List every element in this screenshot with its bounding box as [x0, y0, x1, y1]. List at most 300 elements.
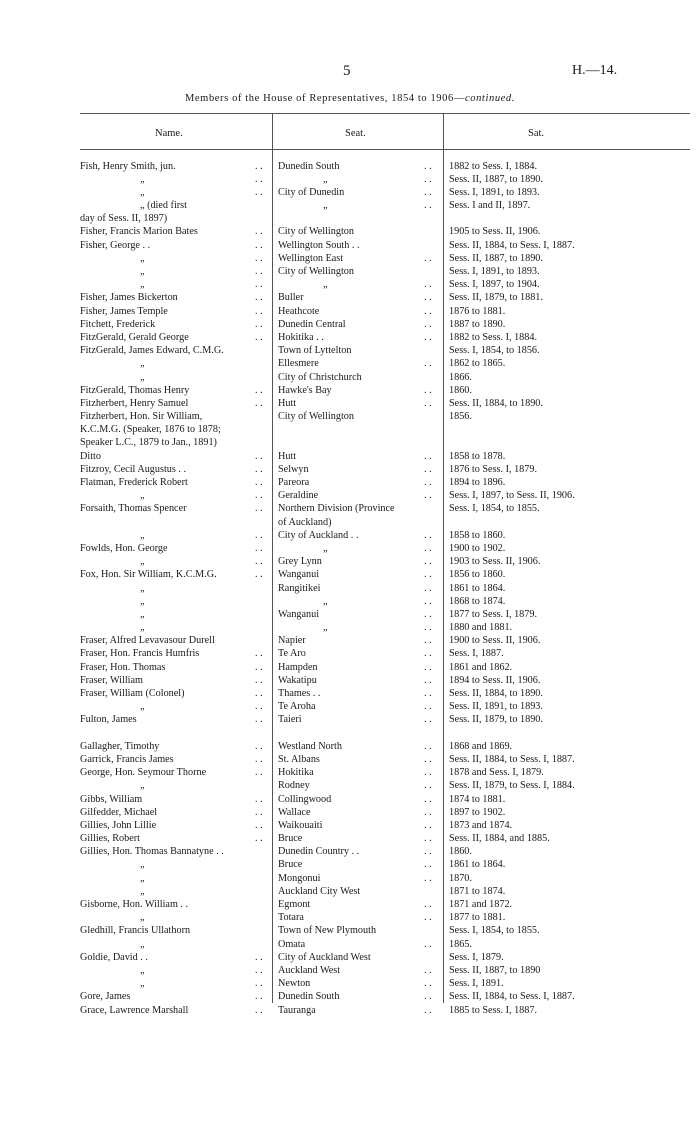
leader-dots: . .	[424, 490, 432, 502]
leader-dots: . .	[255, 292, 263, 304]
table-row	[0, 450, 700, 463]
leader-dots: . .	[424, 529, 432, 541]
member-name: Fisher, George . .	[80, 239, 151, 251]
seat-name: Tauranga	[278, 1004, 316, 1016]
seat-name: Wellington South . .	[278, 239, 360, 251]
years-sat: 1877 to 1881.	[449, 912, 506, 924]
table-row	[0, 173, 700, 186]
member-name: „	[140, 938, 145, 950]
member-name: „	[140, 608, 145, 620]
years-sat: 1861 to 1864.	[449, 582, 506, 594]
leader-dots: . .	[424, 450, 432, 462]
member-name: Speaker L.C., 1879 to Jan., 1891)	[80, 437, 217, 449]
leader-dots: . .	[424, 305, 432, 317]
seat-name: Westland North	[278, 740, 342, 752]
seat-name: Dunedin Country . .	[278, 846, 360, 858]
leader-dots: . .	[255, 252, 263, 264]
seat-name: Collingwood	[278, 793, 332, 805]
table-row	[0, 265, 700, 278]
seat-name: Bruce	[278, 833, 303, 845]
years-sat: 1894 to 1896.	[449, 477, 506, 488]
leader-dots: . .	[424, 1004, 432, 1016]
seat-name: Te Aroha	[278, 701, 316, 713]
years-sat: 1856.	[449, 411, 472, 423]
table-row	[0, 318, 700, 331]
leader-dots: . .	[255, 648, 263, 660]
leader-dots: . .	[255, 740, 263, 752]
table-row	[0, 225, 700, 238]
leader-dots: . .	[424, 331, 432, 343]
leader-dots: . .	[255, 1004, 263, 1016]
years-sat: 1858 to 1860.	[449, 529, 506, 541]
table-row	[0, 568, 700, 581]
table-row	[0, 595, 700, 608]
seat-name: „	[323, 279, 328, 291]
years-sat: Sess. I, 1891.	[449, 978, 504, 990]
table-row	[0, 186, 700, 199]
years-sat: 1860.	[449, 384, 472, 396]
member-name: „	[140, 622, 145, 634]
member-name: Fitchett, Frederick	[80, 318, 156, 330]
years-sat: 1862 to 1865.	[449, 358, 506, 370]
member-name: FitzGerald, James Edward, C.M.G.	[80, 345, 224, 357]
table-row	[0, 1004, 700, 1017]
years-sat: 1882 to Sess. I, 1884.	[449, 331, 538, 343]
years-sat: 1880 and 1881.	[449, 622, 513, 634]
leader-dots: . .	[424, 384, 432, 396]
seat-name: Hampden	[278, 661, 318, 673]
years-sat: 1894 to Sess. II, 1906.	[449, 674, 541, 686]
years-sat: 1900 to 1902.	[449, 542, 506, 554]
member-name: Garrick, Francis James	[80, 753, 174, 765]
table-row	[0, 436, 700, 449]
table-row	[0, 305, 700, 318]
years-sat: Sess. II, 1884, to Sess. I, 1887.	[449, 239, 575, 251]
leader-dots: . .	[255, 767, 263, 779]
seat-name: Omata	[278, 938, 306, 950]
years-sat: 1860.	[449, 846, 472, 858]
member-name: „	[140, 964, 145, 976]
table-row	[0, 410, 700, 423]
seat-name: „	[323, 200, 328, 212]
table-row	[0, 647, 700, 660]
years-sat: Sess. II, 1884, to 1890.	[449, 397, 543, 409]
seat-name: Dunedin Central	[278, 318, 346, 330]
leader-dots: . .	[424, 635, 432, 647]
member-name: Gledhill, Francis Ullathorn	[80, 925, 191, 937]
seat-name: Hokitika	[278, 767, 314, 779]
leader-dots: . .	[424, 279, 432, 291]
leader-dots: . .	[424, 714, 432, 726]
table-row	[0, 278, 700, 291]
table-row	[0, 252, 700, 265]
table-row	[0, 766, 700, 779]
years-sat: Sess. I, 1854, to 1855.	[449, 503, 540, 515]
table-row	[0, 239, 700, 252]
seat-name: Hokitika . .	[278, 331, 324, 343]
years-sat: 1874 to 1881.	[449, 793, 506, 805]
member-name: Fraser, William (Colonel)	[80, 688, 185, 699]
member-name: Gibbs, William	[80, 793, 143, 805]
seat-name: Rodney	[278, 780, 310, 792]
years-sat: 1861 and 1862.	[449, 661, 513, 673]
seat-name: St. Albans	[278, 753, 320, 765]
member-name: Goldie, David . .	[80, 951, 148, 963]
column-header-name: Name.	[155, 128, 183, 139]
seat-name: Wakatipu	[278, 674, 317, 686]
leader-dots: . .	[255, 331, 263, 343]
member-name: Fisher, James Bickerton	[80, 292, 178, 304]
member-name: Fisher, James Temple	[80, 305, 168, 317]
table-row	[0, 858, 700, 871]
member-name: „	[140, 912, 145, 924]
page-number: 5	[343, 63, 351, 79]
leader-dots: . .	[424, 912, 432, 924]
years-sat: 1871 and 1872.	[449, 899, 513, 910]
section-gap	[0, 727, 700, 740]
leader-dots: . .	[424, 767, 432, 779]
table-row	[0, 793, 700, 806]
leader-dots: . .	[424, 477, 432, 488]
leader-dots: . .	[424, 463, 432, 475]
member-name: „	[140, 872, 145, 884]
seat-name: City of Dunedin	[278, 186, 345, 198]
years-sat: 1876 to 1881.	[449, 305, 506, 317]
member-name: Fraser, Alfred Levavasour Durell	[80, 635, 215, 647]
table-row	[0, 885, 700, 898]
member-name: „	[140, 358, 145, 370]
member-name: Fraser, William	[80, 674, 143, 686]
years-sat: Sess. I, 1854, to 1855.	[449, 925, 540, 937]
member-name: „ (died first	[140, 200, 187, 212]
seat-name: Buller	[278, 292, 304, 304]
leader-dots: . .	[255, 964, 263, 976]
seat-name: Wanganui	[278, 608, 320, 620]
years-sat: Sess. I and II, 1897.	[449, 200, 531, 212]
leader-dots: . .	[255, 490, 263, 502]
member-name: George, Hon. Seymour Thorne	[80, 767, 207, 779]
leader-dots: . .	[255, 477, 263, 488]
member-name: FitzGerald, Thomas Henry	[80, 384, 190, 396]
seat-name: Dunedin South	[278, 991, 340, 1003]
table-row	[0, 898, 700, 911]
leader-dots: . .	[255, 239, 263, 251]
table-row	[0, 977, 700, 990]
seat-name: City of Wellington	[278, 411, 354, 423]
years-sat: 1887 to 1890.	[449, 318, 506, 330]
table-row	[0, 674, 700, 687]
member-name: „	[140, 780, 145, 792]
leader-dots: . .	[424, 991, 432, 1003]
table-row	[0, 476, 700, 489]
seat-name: City of Wellington	[278, 226, 354, 238]
years-sat: Sess. II, 1884, and 1885.	[449, 833, 550, 845]
years-sat: Sess. II, 1887, to 1890.	[449, 252, 543, 264]
years-sat: Sess. II, 1879, to 1890.	[449, 714, 543, 726]
seat-name: Auckland City West	[278, 885, 361, 897]
leader-dots: . .	[424, 622, 432, 634]
table-row	[0, 555, 700, 568]
years-sat: Sess. I, 1891, to 1893.	[449, 186, 540, 198]
table-row	[0, 344, 700, 357]
member-name: „	[140, 595, 145, 607]
seat-name: „	[323, 595, 328, 607]
leader-dots: . .	[424, 661, 432, 673]
leader-dots: . .	[255, 542, 263, 554]
table-row	[0, 740, 700, 753]
member-name: Gilfedder, Michael	[80, 806, 158, 818]
leader-dots: . .	[424, 160, 432, 172]
years-sat: Sess. II, 1884, to 1890.	[449, 688, 543, 699]
seat-name: Hutt	[278, 397, 297, 409]
member-name: Fulton, James	[80, 714, 137, 726]
leader-dots: . .	[424, 542, 432, 554]
seat-name: Wallace	[278, 806, 311, 818]
member-name: Fraser, Hon. Thomas	[80, 661, 166, 673]
leader-dots: . .	[424, 292, 432, 304]
member-name: „	[140, 173, 145, 185]
years-sat: 1870.	[449, 872, 472, 884]
member-name: „	[140, 701, 145, 713]
member-name: Flatman, Frederick Robert	[80, 477, 188, 488]
years-sat: Sess. II, 1884, to Sess. I, 1887.	[449, 753, 575, 765]
leader-dots: . .	[424, 318, 432, 330]
years-sat: 1900 to Sess. II, 1906.	[449, 635, 541, 647]
table-row	[0, 806, 700, 819]
table-row	[0, 687, 700, 700]
years-sat: Sess. I, 1891, to 1893.	[449, 266, 540, 277]
leader-dots: . .	[424, 938, 432, 950]
table-row	[0, 713, 700, 726]
seat-name: Newton	[278, 978, 311, 990]
document-reference: H.—14.	[572, 63, 618, 78]
years-sat: Sess. II, 1891, to 1893.	[449, 701, 543, 713]
years-sat: Sess. II, 1884, to Sess. I, 1887.	[449, 991, 575, 1003]
leader-dots: . .	[424, 186, 432, 198]
leader-dots: . .	[424, 556, 432, 568]
table-row	[0, 608, 700, 621]
table-row	[0, 502, 700, 515]
leader-dots: . .	[255, 397, 263, 409]
seat-name: City of Auckland . .	[278, 529, 359, 541]
member-name: „	[140, 978, 145, 990]
member-name: Gillies, Robert	[80, 833, 140, 845]
leader-dots: . .	[255, 450, 263, 462]
member-name: „	[140, 582, 145, 594]
seat-name: Hutt	[278, 450, 297, 462]
title-main: Members of the House of Representatives, 1854 to 1906—	[184, 93, 465, 104]
member-name: Gillies, John Lillie	[80, 819, 157, 831]
leader-dots: . .	[424, 608, 432, 620]
table-row	[0, 872, 700, 885]
seat-name: Mongonui	[278, 872, 321, 884]
leader-dots: . .	[255, 556, 263, 568]
leader-dots: . .	[424, 688, 432, 699]
years-sat: Sess. I, 1854, to 1856.	[449, 345, 540, 357]
leader-dots: . .	[255, 714, 263, 726]
member-name: Gisborne, Hon. William . .	[80, 899, 189, 910]
years-sat: Sess. II, 1887, to 1890	[449, 964, 541, 976]
table-row	[0, 845, 700, 858]
leader-dots: . .	[255, 661, 263, 673]
member-name: Gillies, Hon. Thomas Bannatyne . .	[80, 846, 224, 858]
table-row	[0, 529, 700, 542]
seat-name: Town of New Plymouth	[278, 925, 377, 937]
table-row	[0, 990, 700, 1003]
seat-name: Napier	[278, 635, 306, 647]
title-continued: continued.	[464, 93, 515, 104]
seat-name: Northern Division (Province	[278, 503, 395, 515]
member-name: Gore, James	[80, 991, 131, 1003]
leader-dots: . .	[424, 595, 432, 607]
leader-dots: . .	[255, 173, 263, 185]
seat-name: Egmont	[278, 899, 311, 910]
table-row	[0, 384, 700, 397]
seat-name: Dunedin South	[278, 160, 340, 172]
leader-dots: . .	[424, 753, 432, 765]
leader-dots: . .	[424, 569, 432, 581]
years-sat: 1885 to Sess. I, 1887.	[449, 1004, 538, 1016]
leader-dots: . .	[255, 279, 263, 291]
years-sat: 1856 to 1860.	[449, 569, 506, 581]
seat-name: City of Auckland West	[278, 951, 371, 963]
table-row	[0, 634, 700, 647]
member-name: „	[140, 490, 145, 502]
leader-dots: . .	[424, 358, 432, 370]
member-name: Fowlds, Hon. George	[80, 542, 168, 554]
leader-dots: . .	[424, 846, 432, 858]
seat-name: Selwyn	[278, 463, 309, 475]
leader-dots: . .	[424, 648, 432, 660]
member-name: day of Sess. II, 1897)	[80, 213, 168, 225]
leader-dots: . .	[424, 674, 432, 686]
seat-name: Geraldine	[278, 490, 319, 502]
leader-dots: . .	[255, 226, 263, 238]
leader-dots: . .	[255, 793, 263, 805]
leader-dots: . .	[424, 793, 432, 805]
member-name: „	[140, 266, 145, 277]
leader-dots: . .	[424, 872, 432, 884]
years-sat: Sess. II, 1879, to 1881.	[449, 292, 543, 304]
years-sat: 1873 and 1874.	[449, 819, 513, 831]
member-name: „	[140, 186, 145, 198]
years-sat: 1903 to Sess. II, 1906.	[449, 556, 541, 568]
member-name: Fox, Hon. Sir William, K.C.M.G.	[80, 569, 217, 581]
table-row	[0, 542, 700, 555]
leader-dots: . .	[255, 688, 263, 699]
table-row	[0, 964, 700, 977]
table-row	[0, 199, 700, 212]
years-sat: 1882 to Sess. I, 1884.	[449, 160, 538, 172]
member-name: „	[140, 371, 145, 383]
member-name: Fitzherbert, Hon. Sir William,	[80, 411, 203, 423]
member-name: „	[140, 252, 145, 264]
years-sat: 1905 to Sess. II, 1906.	[449, 226, 541, 238]
leader-dots: . .	[424, 701, 432, 713]
years-sat: 1876 to Sess. I, 1879.	[449, 463, 538, 475]
leader-dots: . .	[255, 529, 263, 541]
years-sat: 1878 and Sess. I, 1879.	[449, 767, 544, 779]
member-name: K.C.M.G. (Speaker, 1876 to 1878;	[80, 424, 221, 436]
seat-name: Taieri	[278, 714, 302, 726]
years-sat: 1865.	[449, 938, 472, 950]
leader-dots: . .	[424, 806, 432, 818]
seat-name: Bruce	[278, 859, 303, 871]
seat-name: Ellesmere	[278, 358, 319, 370]
leader-dots: . .	[424, 859, 432, 871]
leader-dots: . .	[424, 397, 432, 409]
seat-name: „	[323, 542, 328, 554]
table-row	[0, 357, 700, 370]
member-name: Forsaith, Thomas Spencer	[80, 503, 187, 515]
leader-dots: . .	[424, 780, 432, 792]
page-title	[0, 93, 700, 104]
table-row	[0, 753, 700, 766]
seat-name: Hawke's Bay	[278, 384, 332, 396]
table-row	[0, 489, 700, 502]
table-row	[0, 779, 700, 792]
seat-name: City of Wellington	[278, 266, 354, 277]
years-sat: 1871 to 1874.	[449, 885, 506, 897]
member-name: „	[140, 529, 145, 541]
leader-dots: . .	[424, 582, 432, 594]
table-row	[0, 516, 700, 529]
leader-dots: . .	[255, 266, 263, 277]
seat-name: Heathcote	[278, 305, 320, 317]
leader-dots: . .	[255, 569, 263, 581]
seat-name: „	[323, 173, 328, 185]
member-name: Fitzroy, Cecil Augustus . .	[80, 463, 187, 475]
seat-name: Thames . .	[278, 688, 321, 699]
member-name: „	[140, 885, 145, 897]
years-sat: Sess. I, 1879.	[449, 951, 504, 963]
leader-dots: . .	[255, 819, 263, 831]
header-bottom-rule	[80, 149, 690, 150]
member-name: Fraser, Hon. Francis Humfris	[80, 648, 200, 660]
seat-name: City of Christchurch	[278, 371, 362, 383]
leader-dots: . .	[424, 740, 432, 752]
leader-dots: . .	[255, 463, 263, 475]
table-row	[0, 924, 700, 937]
table-row	[0, 371, 700, 384]
member-name: Ditto	[80, 450, 101, 462]
table-row	[0, 160, 700, 173]
years-sat: Sess. I, 1887.	[449, 648, 504, 660]
member-name: Fitzherbert, Henry Samuel	[80, 397, 189, 409]
seat-name: Waikouaiti	[278, 819, 323, 831]
leader-dots: . .	[255, 186, 263, 198]
leader-dots: . .	[255, 305, 263, 317]
member-name: Fish, Henry Smith, jun.	[80, 160, 176, 172]
seat-name: Town of Lyttelton	[278, 345, 352, 357]
leader-dots: . .	[424, 819, 432, 831]
seat-name: Rangitikei	[278, 582, 321, 594]
members-table	[0, 160, 700, 1017]
leader-dots: . .	[255, 978, 263, 990]
table-row	[0, 212, 700, 225]
leader-dots: . .	[255, 753, 263, 765]
years-sat: 1858 to 1878.	[449, 450, 506, 462]
table-row	[0, 582, 700, 595]
leader-dots: . .	[255, 674, 263, 686]
table-row	[0, 331, 700, 344]
leader-dots: . .	[424, 899, 432, 910]
table-row	[0, 951, 700, 964]
leader-dots: . .	[255, 318, 263, 330]
years-sat: Sess. I, 1897, to 1904.	[449, 279, 540, 291]
column-header-seat: Seat.	[345, 128, 366, 139]
leader-dots: . .	[255, 503, 263, 515]
